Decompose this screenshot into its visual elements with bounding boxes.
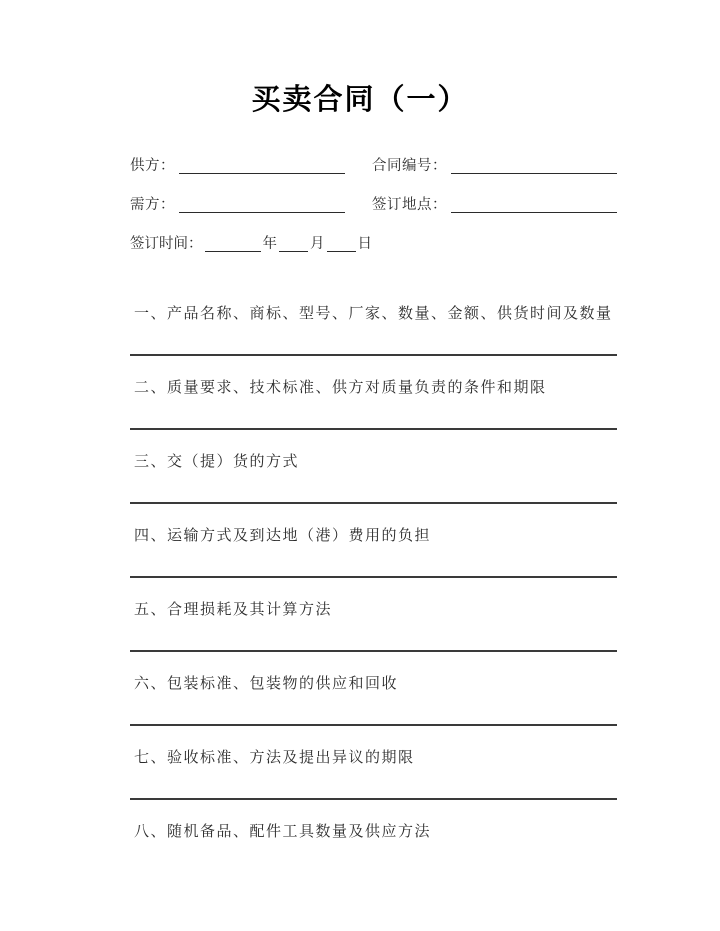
- month-blank-line: [279, 236, 308, 252]
- section-5-fill-line: [130, 650, 617, 652]
- section-6: [130, 674, 617, 726]
- section-4-fill-line: [130, 576, 617, 578]
- clause-sections: [130, 304, 617, 842]
- form-row-1: [130, 158, 617, 174]
- section-3-fill-line: [130, 502, 617, 504]
- section-6-fill-line: [130, 724, 617, 726]
- field-signing-place: [372, 197, 617, 213]
- section-3-heading: 三、交（提）货的方式: [134, 453, 300, 470]
- field-contract-number: [372, 158, 617, 174]
- signing-place-label: 签订地点：: [372, 197, 447, 213]
- section-7-heading: 七、验收标准、方法及提出异议的期限: [134, 749, 415, 766]
- section-7: [130, 748, 617, 800]
- field-signing-date: [130, 236, 617, 252]
- section-4: [130, 526, 617, 578]
- section-6-heading: 六、包装标准、包装物的供应和回收: [134, 675, 399, 692]
- section-1-heading: 一、产品名称、商标、型号、厂家、数量、金额、供货时间及数量: [134, 305, 613, 322]
- field-supplier: [130, 158, 345, 174]
- contract-number-blank-line: [451, 158, 617, 174]
- field-buyer: [130, 197, 345, 213]
- signing-place-blank-line: [451, 197, 617, 213]
- section-3: [130, 452, 617, 504]
- section-1-fill-line: [130, 354, 617, 356]
- year-blank-line: [205, 236, 261, 252]
- section-2-heading: 二、质量要求、技术标准、供方对质量负责的条件和期限: [134, 379, 547, 396]
- section-4-heading: 四、运输方式及到达地（港）费用的负担: [134, 527, 432, 544]
- signing-date-label: 签订时间：: [130, 236, 203, 252]
- section-5: [130, 600, 617, 652]
- section-5-heading: 五、合理损耗及其计算方法: [134, 601, 333, 618]
- year-unit-label: 年: [262, 236, 277, 252]
- section-8-heading: 八、随机备品、配件工具数量及供应方法: [134, 823, 432, 840]
- section-8: [130, 822, 617, 842]
- day-unit-label: 日: [357, 236, 372, 252]
- month-unit-label: 月: [310, 236, 325, 252]
- section-2-fill-line: [130, 428, 617, 430]
- section-2: [130, 378, 617, 430]
- supplier-blank-line: [179, 158, 345, 174]
- section-7-fill-line: [130, 798, 617, 800]
- buyer-label: 需方：: [130, 197, 175, 213]
- supplier-label: 供方：: [130, 158, 175, 174]
- section-1: [130, 304, 617, 356]
- page-title: 买卖合同（一）: [251, 84, 469, 116]
- buyer-blank-line: [179, 197, 345, 213]
- contract-number-label: 合同编号：: [372, 158, 447, 174]
- day-blank-line: [327, 236, 356, 252]
- header-form: [130, 158, 617, 252]
- form-row-2: [130, 197, 617, 213]
